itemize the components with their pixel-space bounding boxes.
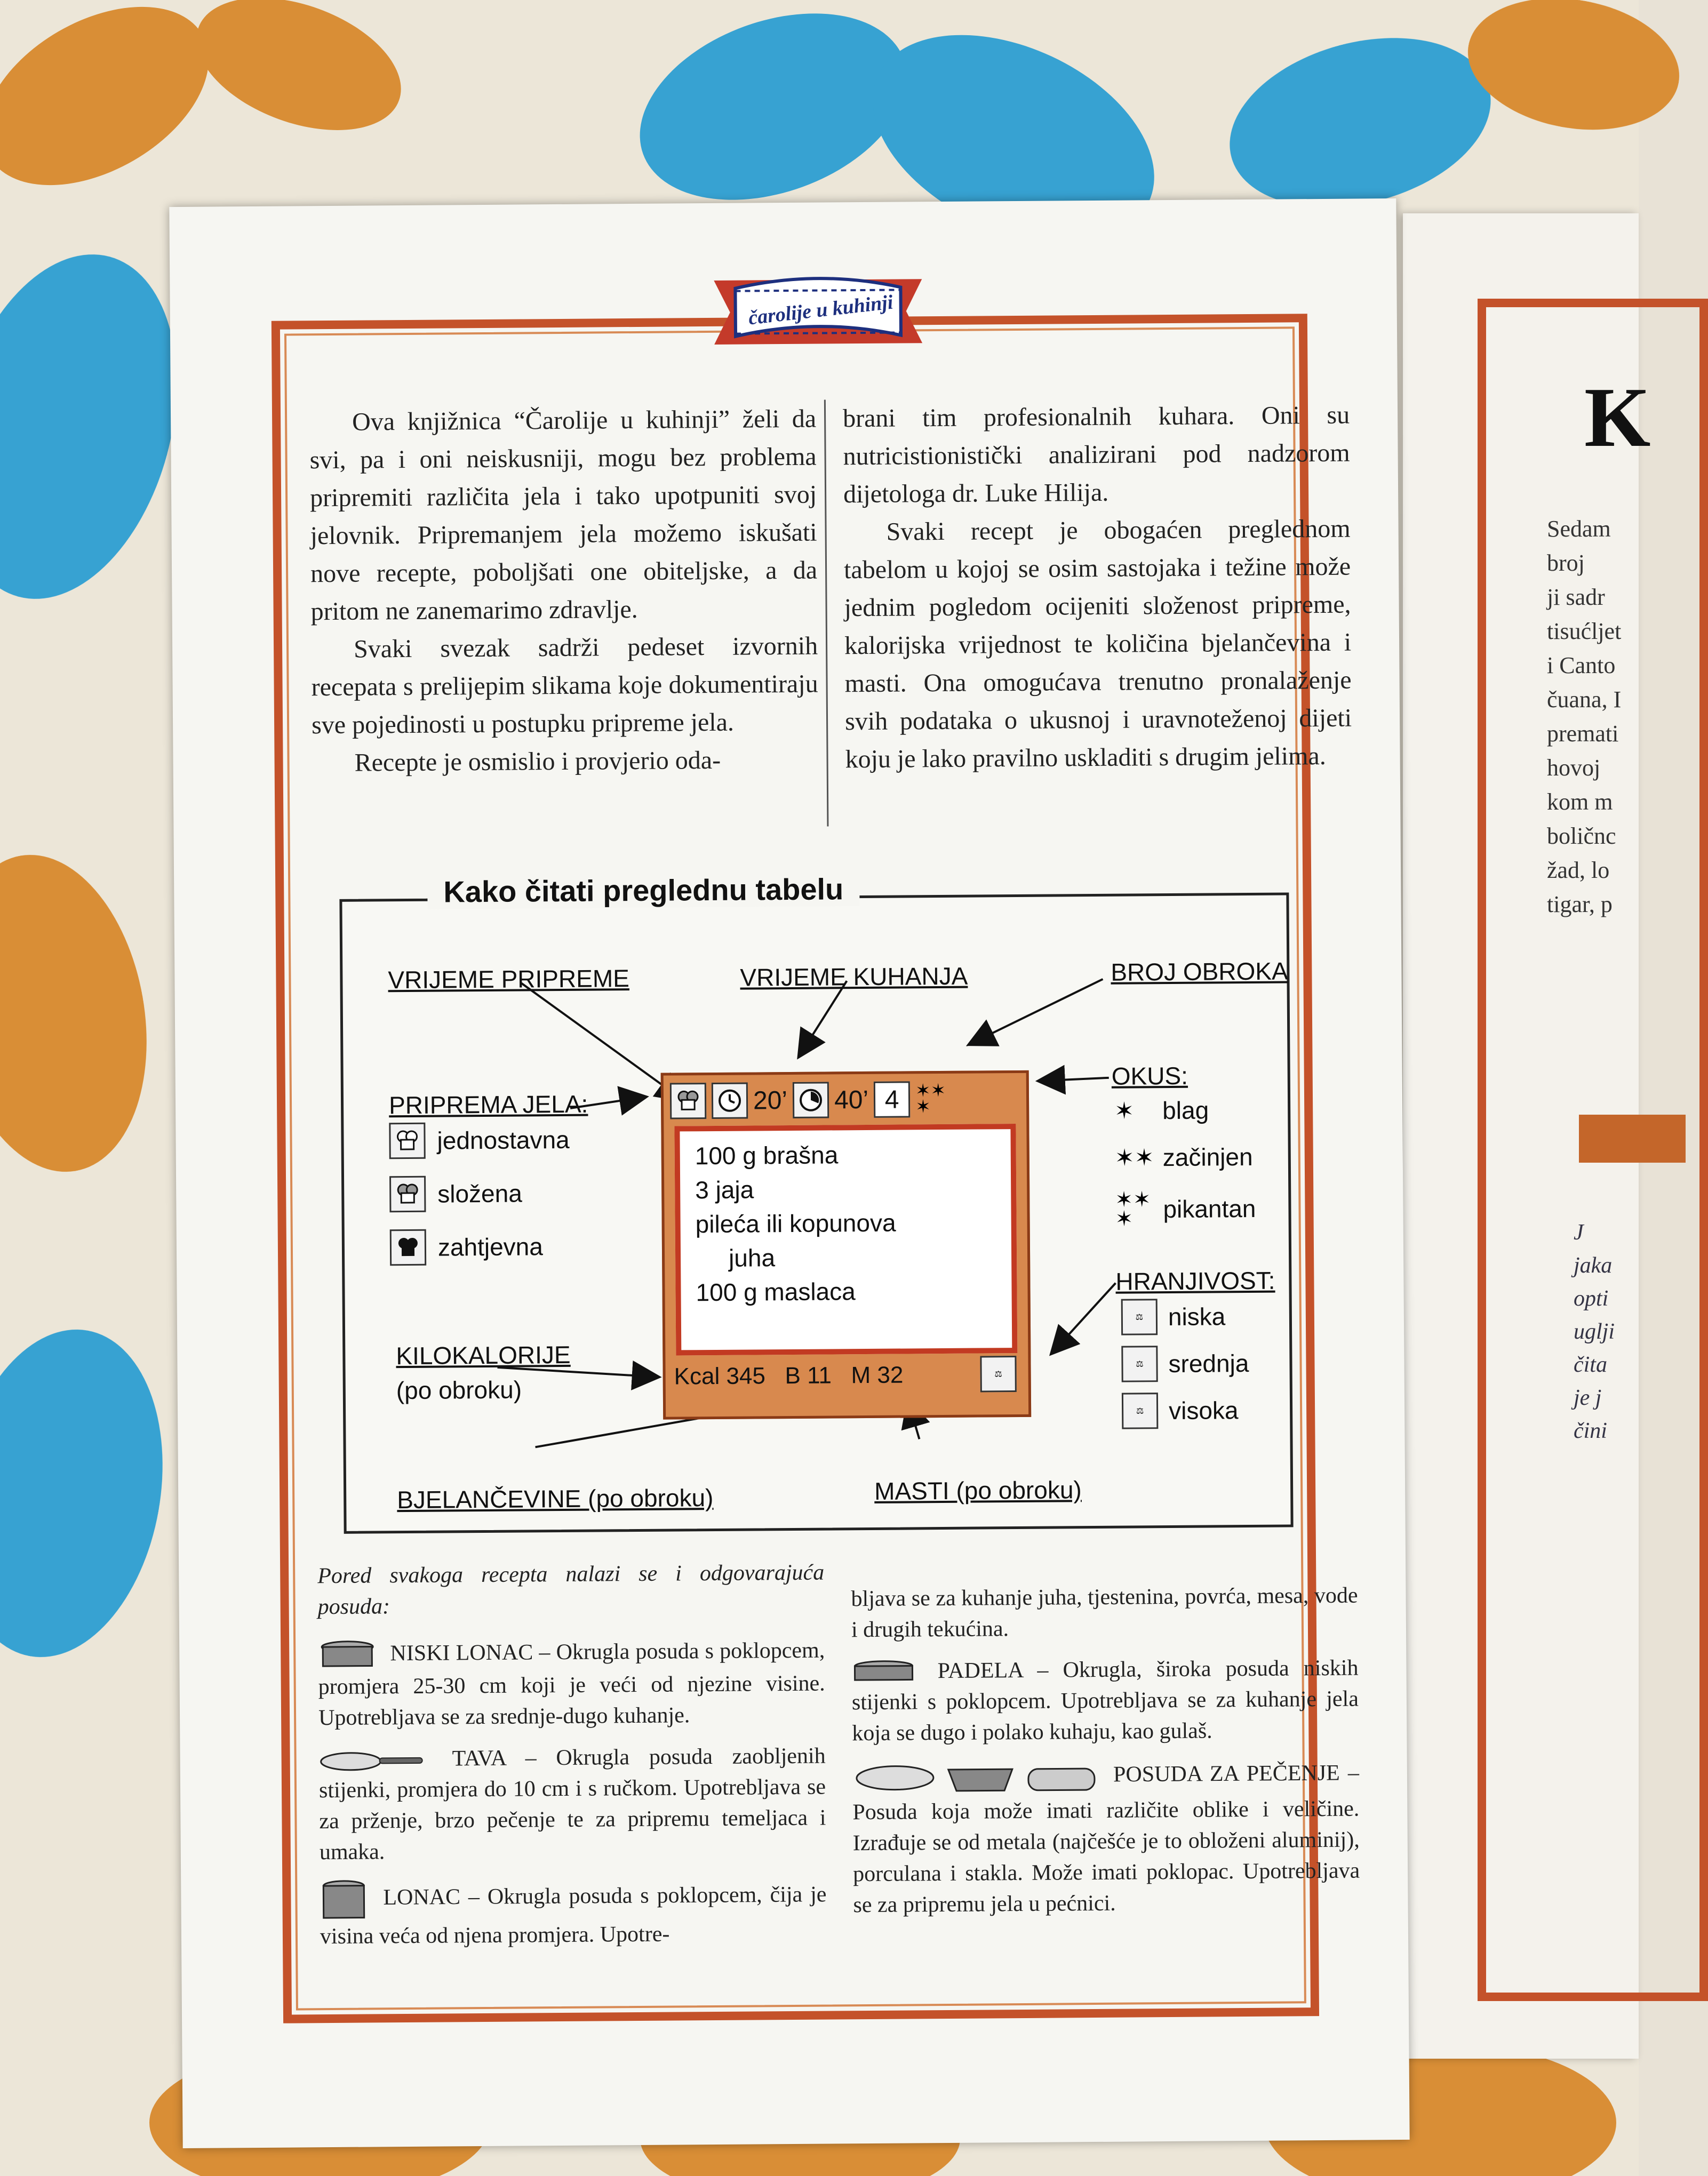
legend-title: Kako čitati preglednu tabelu xyxy=(427,871,859,909)
intro-paragraph: Svaki recept je obogaćen preglednom tabelom u kojoj se osim sastojaka i težine može jednim pogledom ocijeniti složenost pripreme, kalorijska vrijednost te količina bjelančevina i masti. Ona omogućava trenutno pronalaženje svih podataka o ukusnoj i uravnoteženoj dijeti koju je lako pravilno uskladiti s drugim jelima. xyxy=(843,514,1352,774)
okus-item xyxy=(1115,1142,1256,1172)
vessel-niski-lonac xyxy=(318,1635,825,1734)
label-masti: MASTI (po obroku) xyxy=(874,1476,1082,1505)
example-recipe-card xyxy=(661,1070,1032,1420)
next-line: tigar, p xyxy=(1547,891,1613,917)
ingredient-line: 100 g brašna xyxy=(695,1141,839,1170)
intro-right-column xyxy=(843,396,1352,779)
three-stars-icon: ✶✶ ✶ xyxy=(915,1081,946,1117)
hranjivost-list xyxy=(1121,1298,1250,1429)
hranjivost-item xyxy=(1122,1392,1249,1429)
vessel-text: POSUDA ZA PEČENJE – Posuda koja može imati različite oblike i veličine. Izrađuje se od metala (najčešće je to obloženi aluminij), porculana i stakla. Može imati poklopac. Upotrebljava se za pripremu jela u pećnici. xyxy=(852,1761,1360,1918)
intro-paragraph: Svaki svezak sadrži pedeset izvornih recepata s prelijepim slikama koje dokumentiraju sve pojedinosti u postupku pripreme jela. xyxy=(311,631,818,740)
vessels-left-column xyxy=(317,1557,827,1963)
ingredient-line: 3 jaja xyxy=(695,1175,754,1204)
intro-paragraph: Recepte je osmislio i provjerio oda- xyxy=(354,746,721,777)
chef-hat-black-icon xyxy=(390,1229,426,1266)
vessel-lonac-cont: bljava se za kuhanje juha, tjestenina, povrća, mesa, vode i drugih tekućina. xyxy=(851,1583,1358,1643)
priprema-label: jednostavna xyxy=(437,1125,570,1155)
pot-timer-icon xyxy=(793,1082,829,1118)
prep-time: 20’ xyxy=(753,1086,788,1115)
chef-hat-grey-icon xyxy=(389,1176,426,1212)
next-italic-line: opti xyxy=(1574,1286,1609,1311)
intro-paragraph: Ova knjižnica “Čarolije u kuhinji” želi da svi, pa i oni neiskusniji, mogu bez problema pripremiti različita jela i tako upotpuniti svoj jelovnik. Pripremanjem jela možemo iskušati nove recepte, poboljšati one obiteljske, a da pritom ne zanemarimo zdravlje. xyxy=(309,404,818,626)
okus-item xyxy=(1114,1095,1255,1125)
hranjivost-label: visoka xyxy=(1168,1396,1239,1425)
scale-icon: ⚖ xyxy=(1121,1299,1158,1335)
one-star-icon: ✶ xyxy=(1114,1097,1135,1124)
next-italic-line: čita xyxy=(1574,1353,1607,1377)
okus-label: blag xyxy=(1162,1096,1209,1125)
kcal-value: Kcal 345 xyxy=(674,1363,766,1390)
label-priprema-jela: PRIPREMA JELA: xyxy=(388,1090,588,1119)
low-pot-icon xyxy=(318,1639,377,1672)
scale-icon: ⚖ xyxy=(1121,1346,1158,1382)
vessel-lonac xyxy=(320,1875,827,1953)
next-line: Sedam xyxy=(1547,516,1611,542)
next-page xyxy=(1403,213,1651,2059)
booklet-page xyxy=(169,198,1409,2148)
next-line: tisućljet xyxy=(1547,618,1622,644)
next-italic-line: uglji xyxy=(1574,1319,1615,1344)
priprema-list xyxy=(389,1122,570,1266)
card-header xyxy=(670,1081,946,1119)
clock-icon xyxy=(712,1083,748,1119)
okus-label: začinjen xyxy=(1162,1142,1253,1172)
card-nutrition xyxy=(674,1362,903,1390)
card-ingredients xyxy=(674,1124,1017,1355)
hranjivost-label: srednja xyxy=(1168,1349,1249,1378)
label-broj-obroka: BROJ OBROKA xyxy=(1111,957,1288,986)
hranjivost-label: niska xyxy=(1168,1302,1226,1331)
intro-paragraph: brani tim profesionalnih kuhara. Oni su nutricistionistički analizirani pod nadzorom dijetologa dr. Luke Hilija. xyxy=(842,401,1350,509)
scale-icon: ⚖ xyxy=(980,1356,1016,1392)
ingredient-line: 100 g maslaca xyxy=(696,1277,856,1307)
vessel-padela xyxy=(851,1653,1359,1749)
vessel-posuda xyxy=(852,1756,1360,1921)
pan-icon xyxy=(319,1748,426,1775)
protein-value: B 11 xyxy=(785,1362,832,1389)
next-line: premati xyxy=(1547,721,1619,747)
next-italic-line: jaka xyxy=(1574,1253,1613,1278)
three-stars-icon: ✶✶ ✶ xyxy=(1115,1187,1151,1231)
hranjivost-item xyxy=(1121,1298,1249,1335)
chef-hat-grey-icon xyxy=(670,1083,706,1119)
next-line: hovoj xyxy=(1547,755,1601,781)
pot-icon xyxy=(320,1878,368,1922)
label-kilokalorije: KILOKALORIJE xyxy=(396,1340,571,1370)
okus-label: pikantan xyxy=(1163,1194,1256,1223)
priprema-item xyxy=(389,1175,570,1212)
next-line: žad, lo xyxy=(1547,857,1610,883)
baking-dishes-icon xyxy=(852,1758,1098,1797)
priprema-item xyxy=(390,1228,571,1266)
padela-icon xyxy=(851,1660,915,1687)
vessel-text: TAVA – Okrugla posuda zaobljenih stijenki, promjera do 10 cm i s ručkom. Upotrebljava se za prženje, brzo pečenje te za pripremu temeljaca i umaka. xyxy=(318,1743,826,1865)
label-vrijeme-kuhanja: VRIJEME KUHANJA xyxy=(740,962,968,991)
next-page-initial: K xyxy=(1584,370,1651,465)
priprema-label: složena xyxy=(437,1179,522,1208)
priprema-label: zahtjevna xyxy=(437,1233,544,1261)
next-line: boličnc xyxy=(1547,823,1616,849)
next-italic-line: čini xyxy=(1574,1419,1607,1443)
label-okus: OKUS: xyxy=(1111,1061,1188,1090)
vessel-text: LONAC – Okrugla posuda s poklopcem, čija je visina veća od njena promjera. Upotre- xyxy=(320,1882,827,1949)
ingredient-line: pileća ili kopunova xyxy=(695,1209,896,1238)
vessel-text: NISKI LONAC – Okrugla posuda s poklopcem, promjera 25-30 cm koji je veći od njezine visine. Upotrebljava se za srednje-dugo kuhanje. xyxy=(318,1638,825,1731)
next-line: broj xyxy=(1547,550,1585,576)
label-bjelancevine: BJELANČEVINE (po obroku) xyxy=(397,1484,714,1514)
label-vrijeme-pripreme: VRIJEME PRIPREME xyxy=(388,964,630,994)
servings-value: 4 xyxy=(884,1085,899,1114)
scale-icon: ⚖ xyxy=(1122,1393,1158,1429)
next-line: kom m xyxy=(1547,789,1613,815)
label-hranjivost: HRANJIVOST: xyxy=(1115,1266,1275,1295)
okus-item xyxy=(1115,1189,1256,1229)
okus-list xyxy=(1114,1095,1256,1229)
next-line: ji sadr xyxy=(1547,584,1605,610)
next-page-text xyxy=(1547,512,1654,922)
hranjivost-item xyxy=(1121,1345,1249,1382)
next-line: čuana, I xyxy=(1547,686,1622,713)
next-page-bar xyxy=(1579,1115,1686,1163)
vessels-intro: Pored svakoga recepta nalazi se i odgovarajuća posuda: xyxy=(317,1560,825,1620)
vessels-right-column xyxy=(851,1580,1360,1932)
intro-left-column xyxy=(309,400,819,782)
servings-box xyxy=(874,1081,910,1117)
label-po-obroku: (po obroku) xyxy=(396,1375,522,1405)
vessel-tava xyxy=(318,1741,826,1868)
chef-hat-outline-icon xyxy=(389,1123,425,1159)
vessel-text: PADELA – Okrugla, široka posuda niskih stijenki s poklopcem. Upotrebljava se za kuhanje jela koja se dugo i polako kuhaju, kao gulaš. xyxy=(851,1655,1359,1746)
next-line: i Canto xyxy=(1547,652,1616,678)
priprema-item xyxy=(389,1122,570,1159)
fat-value: M 32 xyxy=(851,1362,904,1389)
ribbon-text: čarolije u kuhinji xyxy=(747,291,895,330)
ingredient-line: juha xyxy=(728,1244,776,1272)
next-italic-line: J xyxy=(1574,1220,1584,1245)
two-stars-icon: ✶✶ xyxy=(1114,1144,1154,1171)
cook-time: 40’ xyxy=(834,1085,869,1114)
next-page-italic xyxy=(1574,1216,1680,1447)
next-italic-line: je j xyxy=(1574,1386,1602,1410)
